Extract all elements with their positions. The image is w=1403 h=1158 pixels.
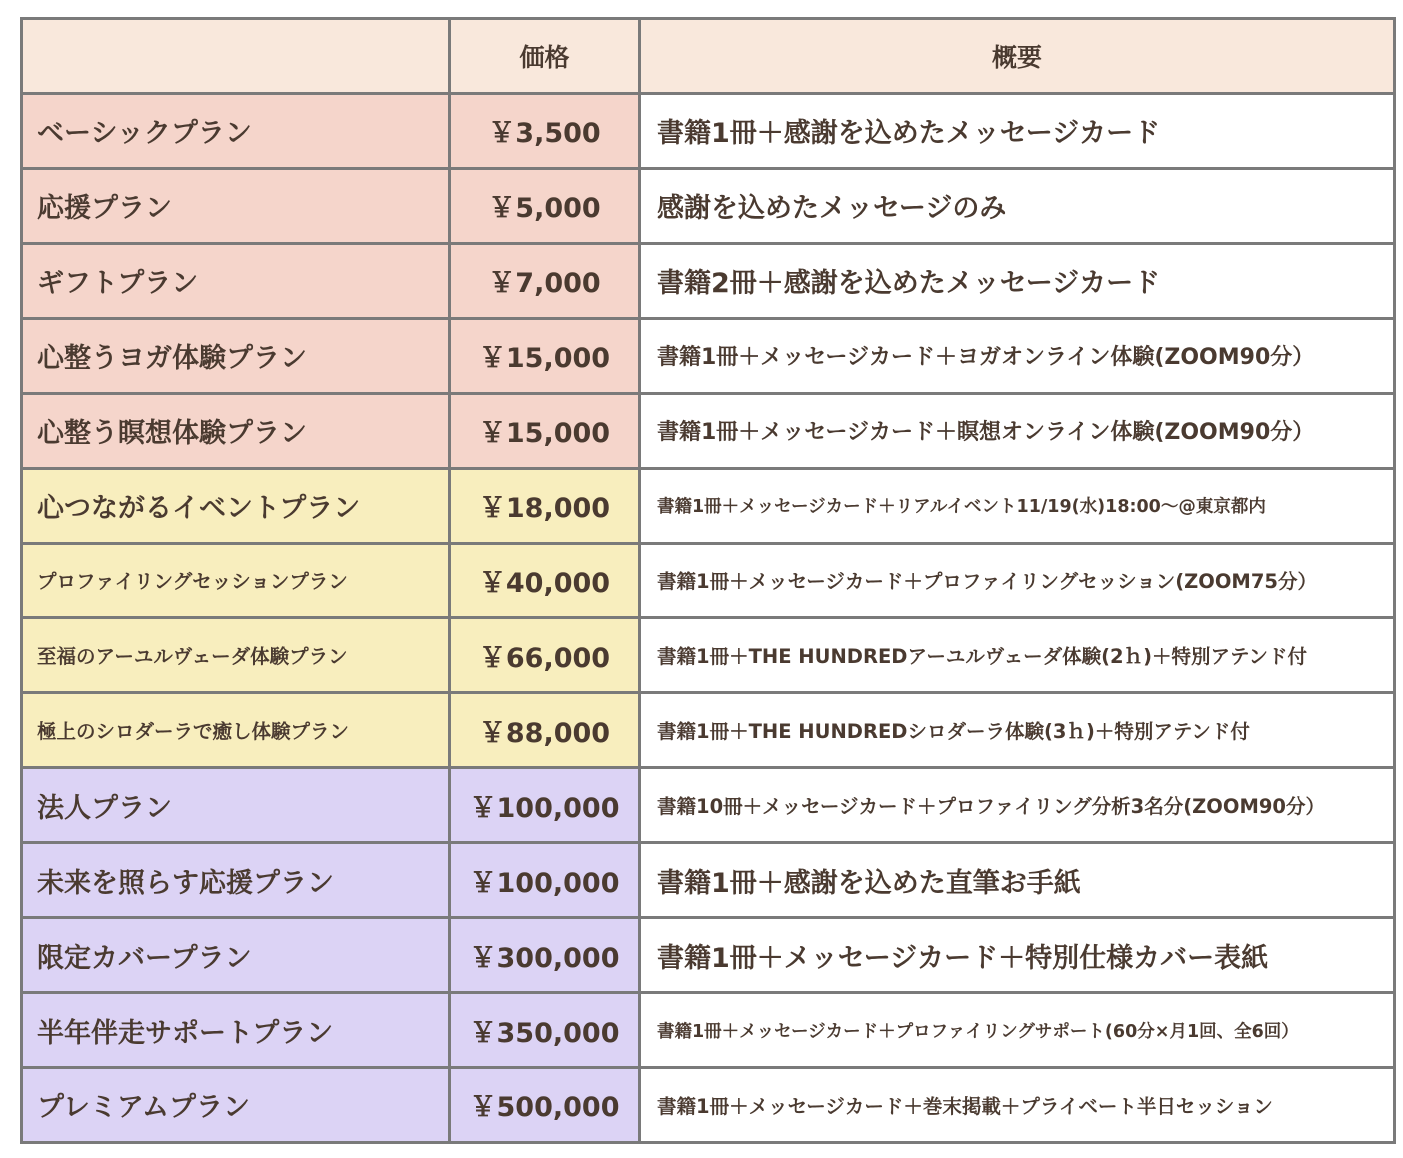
plan-price: ￥5,000 <box>450 168 640 243</box>
table-row <box>22 468 1395 543</box>
table-row <box>22 168 1395 243</box>
plan-summary: 書籍1冊＋メッセージカード＋プロファイリングセッション(ZOOM75分） <box>640 543 1395 618</box>
table-row <box>22 618 1395 693</box>
table-row <box>22 693 1395 768</box>
plan-summary: 書籍1冊＋THE HUNDREDアーユルヴェーダ体験(2ｈ)＋特別アテンド付 <box>640 618 1395 693</box>
plan-name: プレミアムプラン <box>22 1067 450 1142</box>
plan-price: ￥300,000 <box>450 918 640 993</box>
plan-price: ￥100,000 <box>450 768 640 843</box>
table-row <box>22 768 1395 843</box>
plan-name: 心整う瞑想体験プラン <box>22 393 450 468</box>
table-row <box>22 318 1395 393</box>
plan-table-container <box>20 17 1393 1144</box>
plan-name: 極上のシロダーラで癒し体験プラン <box>22 693 450 768</box>
plan-summary: 書籍1冊＋メッセージカード＋巻末掲載＋プライベート半日セッション <box>640 1067 1395 1142</box>
plan-summary: 感謝を込めたメッセージのみ <box>640 168 1395 243</box>
plan-summary: 書籍1冊＋感謝を込めた直筆お手紙 <box>640 843 1395 918</box>
plan-summary: 書籍1冊＋メッセージカード＋ヨガオンライン体験(ZOOM90分） <box>640 318 1395 393</box>
plan-name: 心つながるイベントプラン <box>22 468 450 543</box>
plan-name: ベーシックプラン <box>22 94 450 169</box>
plan-name: ギフトプラン <box>22 243 450 318</box>
plan-summary: 書籍10冊＋メッセージカード＋プロファイリング分析3名分(ZOOM90分） <box>640 768 1395 843</box>
plan-price: ￥15,000 <box>450 318 640 393</box>
table-row <box>22 843 1395 918</box>
plan-price: ￥66,000 <box>450 618 640 693</box>
plan-name: 心整うヨガ体験プラン <box>22 318 450 393</box>
plan-summary: 書籍2冊＋感謝を込めたメッセージカード <box>640 243 1395 318</box>
plan-name: 未来を照らす応援プラン <box>22 843 450 918</box>
plan-price: ￥500,000 <box>450 1067 640 1142</box>
plan-summary: 書籍1冊＋感謝を込めたメッセージカード <box>640 94 1395 169</box>
plan-price: ￥88,000 <box>450 693 640 768</box>
header-plan <box>22 19 450 94</box>
table-row <box>22 243 1395 318</box>
plan-name: 応援プラン <box>22 168 450 243</box>
plan-summary: 書籍1冊＋メッセージカード＋プロファイリングサポート(60分×月1回、全6回） <box>640 993 1395 1068</box>
header-price: 価格 <box>450 19 640 94</box>
plan-table <box>20 17 1396 1144</box>
plan-price: ￥7,000 <box>450 243 640 318</box>
plan-price: ￥3,500 <box>450 94 640 169</box>
plan-price: ￥15,000 <box>450 393 640 468</box>
table-row <box>22 543 1395 618</box>
table-row <box>22 1067 1395 1142</box>
plan-summary: 書籍1冊＋メッセージカード＋瞑想オンライン体験(ZOOM90分） <box>640 393 1395 468</box>
plan-name: プロファイリングセッションプラン <box>22 543 450 618</box>
plan-price: ￥18,000 <box>450 468 640 543</box>
plan-summary: 書籍1冊＋メッセージカード＋特別仕様カバー表紙 <box>640 918 1395 993</box>
table-row <box>22 918 1395 993</box>
plan-price: ￥40,000 <box>450 543 640 618</box>
plan-summary: 書籍1冊＋メッセージカード＋リアルイベント11/19(水)18:00～@東京都内 <box>640 468 1395 543</box>
plan-name: 至福のアーユルヴェーダ体験プラン <box>22 618 450 693</box>
table-row <box>22 993 1395 1068</box>
plan-name: 限定カバープラン <box>22 918 450 993</box>
plan-summary: 書籍1冊＋THE HUNDREDシロダーラ体験(3ｈ)＋特別アテンド付 <box>640 693 1395 768</box>
table-row <box>22 393 1395 468</box>
plan-name: 法人プラン <box>22 768 450 843</box>
table-row <box>22 94 1395 169</box>
header-summary: 概要 <box>640 19 1395 94</box>
plan-price: ￥100,000 <box>450 843 640 918</box>
plan-price: ￥350,000 <box>450 993 640 1068</box>
plan-name: 半年伴走サポートプラン <box>22 993 450 1068</box>
table-header-row <box>22 19 1395 94</box>
